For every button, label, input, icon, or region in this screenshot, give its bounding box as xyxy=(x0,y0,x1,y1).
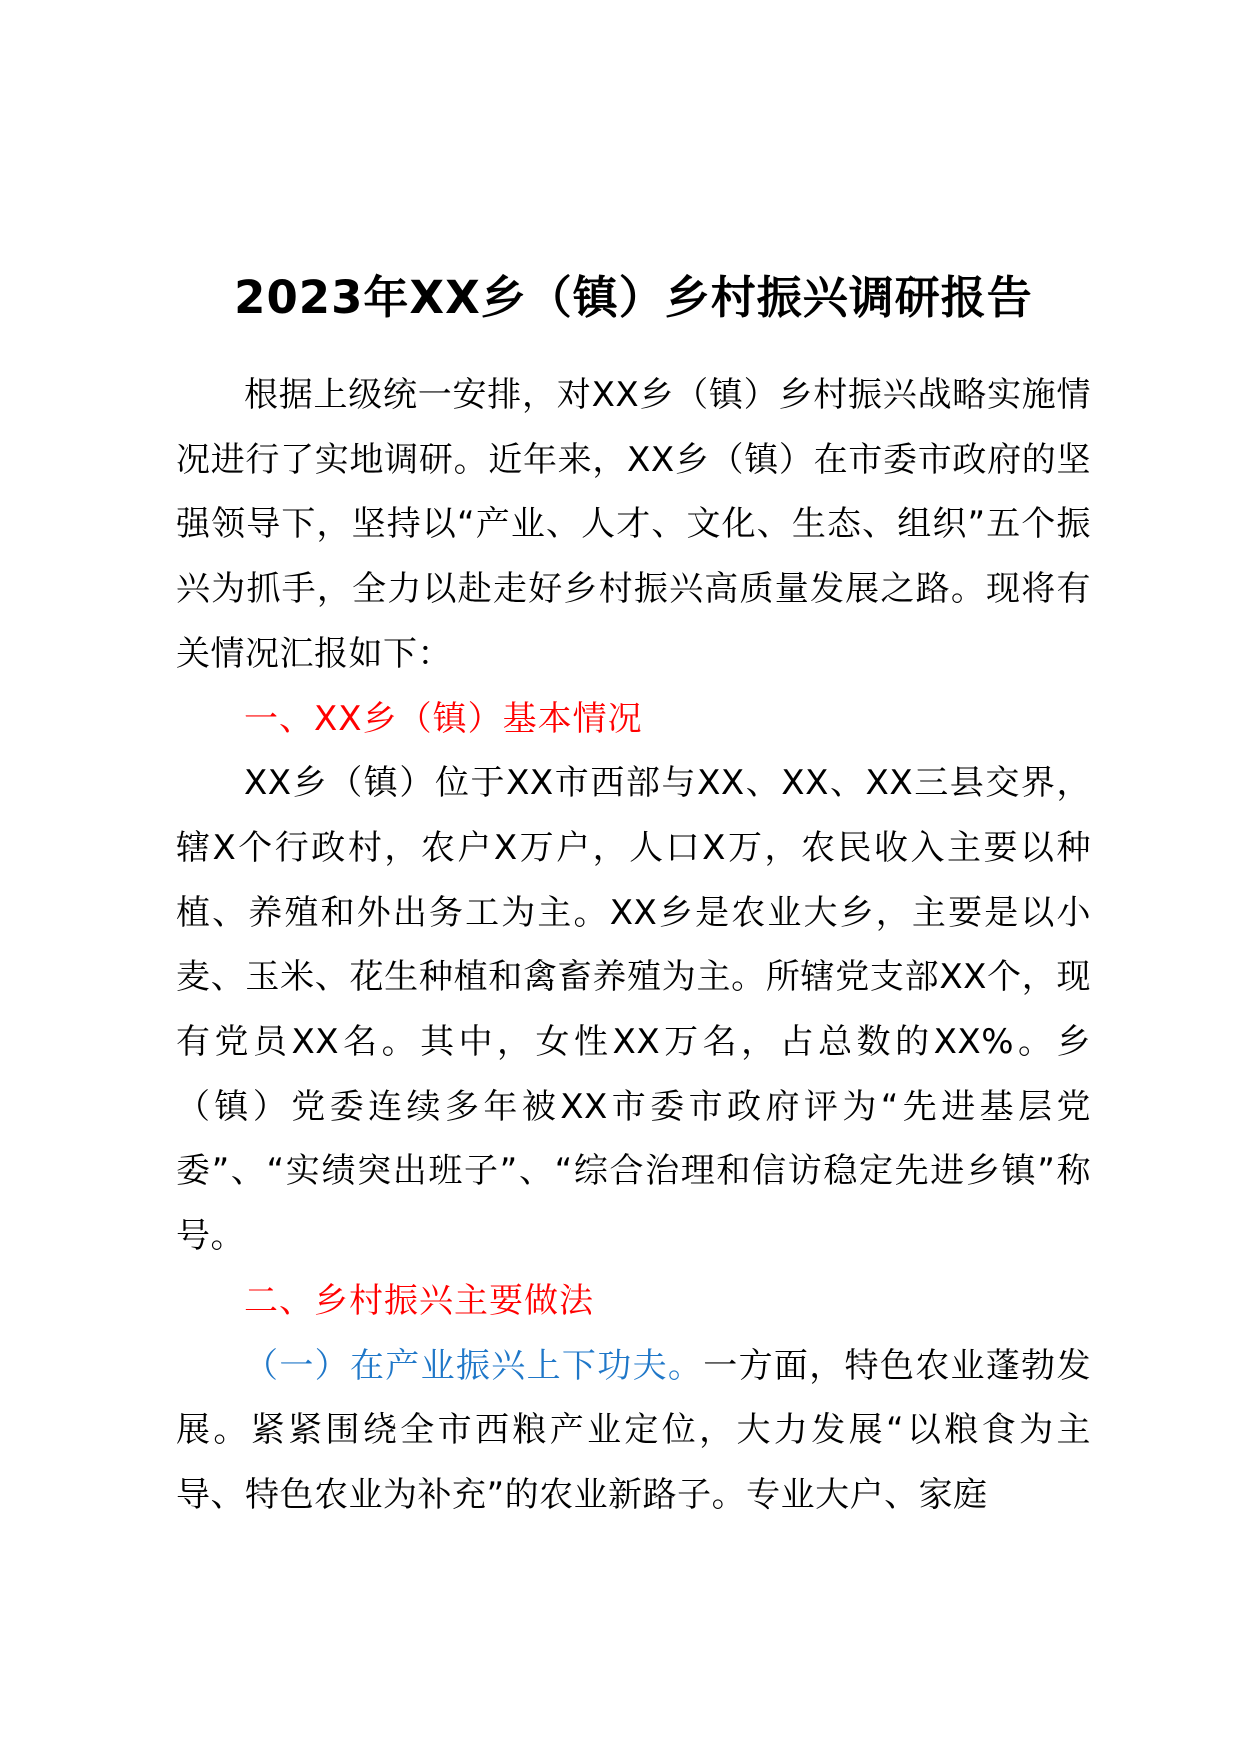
section-1-heading: 一、XX乡（镇）基本情况 xyxy=(244,698,643,739)
document-title: 2023年XX乡（镇）乡村振兴调研报告 xyxy=(234,271,1033,324)
document-body xyxy=(176,363,1091,1528)
section-2-1-text: 一方面，特色农业蓬勃发展。紧紧围绕全市西粮产业定位，大力发展“以粮食为主导、特色农业为补充”的农业新路子。专业大户、家庭 xyxy=(176,1345,1092,1515)
section-2-heading: 二、乡村振兴主要做法 xyxy=(244,1280,594,1321)
document-page xyxy=(176,0,1091,1754)
section-2-1-heading: （一）在产业振兴上下功夫。 xyxy=(244,1345,704,1386)
section-1-paragraph: XX乡（镇）位于XX市西部与XX、XX、XX三县交界，辖X个行政村，农户X万户，人口X万，农民收入主要以种植、养殖和外出务工为主。XX乡是农业大乡，主要是以小麦、玉米、花生种植和禽畜养殖为主。所辖党支部XX个，现有党员XX名。其中，女性XX万名，占总数的XX%。乡（镇）党委连续多年被XX市委市政府评为“先进基层党委”、“实绩突出班子”、“综合治理和信访稳定先进乡镇”称号。 xyxy=(176,763,1091,1257)
section-2-1-paragraph xyxy=(176,1334,1091,1528)
intro-paragraph: 根据上级统一安排，对XX乡（镇）乡村振兴战略实施情况进行了实地调研。近年来，XX乡（镇）在市委市政府的坚强领导下，坚持以“产业、人才、文化、生态、组织”五个振兴为抓手，全力以赴走好乡村振兴高质量发展之路。现将有关情况汇报如下： xyxy=(176,375,1091,674)
